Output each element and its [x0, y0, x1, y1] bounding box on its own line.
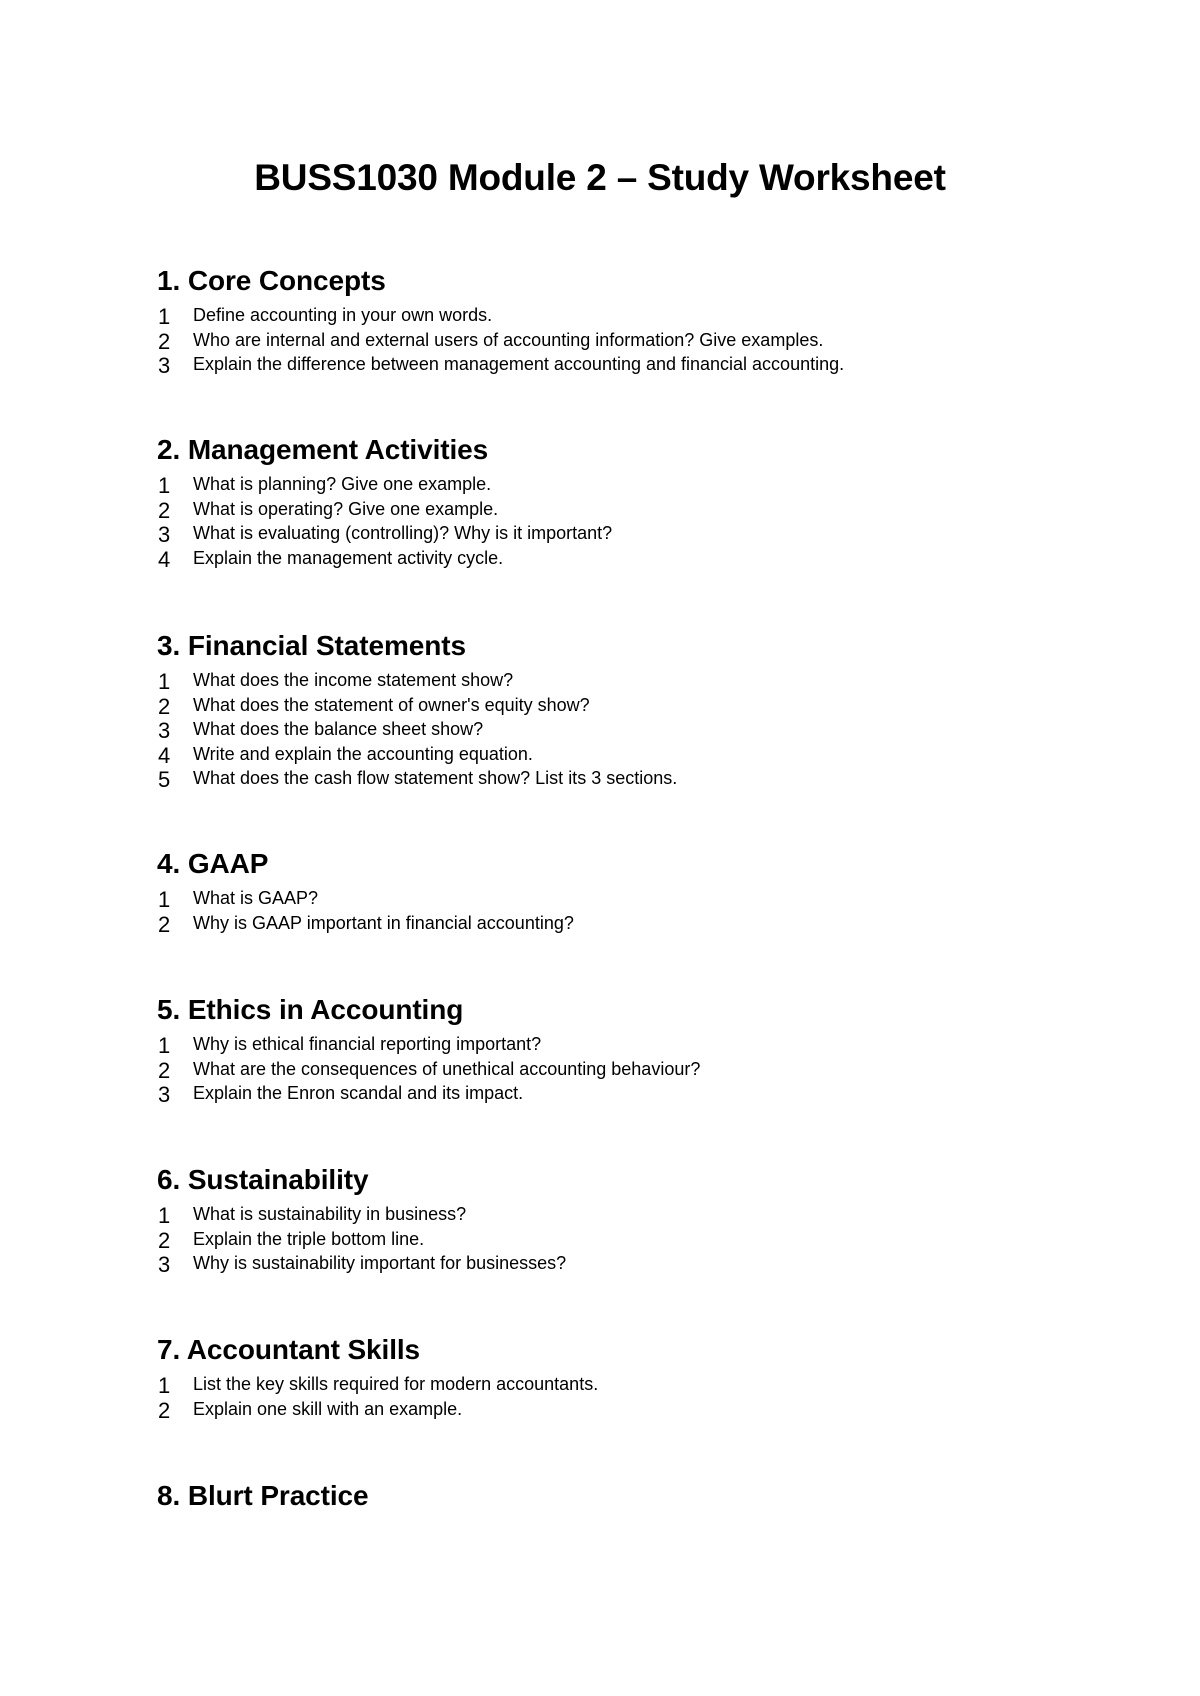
section-management-activities — [157, 432, 1057, 570]
section-accountant-skills — [157, 1332, 1057, 1421]
question-item — [157, 766, 1057, 791]
section-core-concepts — [157, 263, 1057, 377]
question-list — [157, 1372, 1057, 1421]
question-item — [157, 497, 1057, 522]
question-text: List the key skills required for modern accountants. — [193, 1374, 599, 1394]
question-item — [157, 1227, 1057, 1252]
question-number: 5 — [158, 767, 171, 792]
section-heading: 8. Blurt Practice — [157, 1480, 369, 1511]
question-text: What are the consequences of unethical accounting behaviour? — [193, 1058, 701, 1079]
question-text: Explain the Enron scandal and its impact. — [193, 1083, 524, 1103]
question-item — [157, 886, 1057, 911]
question-item — [157, 668, 1057, 693]
question-number: 2 — [158, 1057, 171, 1083]
question-text: Define accounting in your own words. — [193, 305, 493, 325]
question-number: 3 — [158, 522, 171, 547]
question-text: What is GAAP? — [193, 888, 319, 908]
question-text: Explain the management activity cycle. — [193, 547, 504, 568]
question-item — [157, 1032, 1057, 1057]
question-list — [157, 472, 1057, 570]
question-number: 2 — [158, 1227, 171, 1253]
question-list — [157, 1202, 1057, 1276]
section-heading: 3. Financial Statements — [157, 630, 466, 661]
question-item — [157, 1372, 1057, 1397]
question-item — [157, 1081, 1057, 1106]
question-number: 4 — [158, 742, 171, 768]
question-text: What is evaluating (controlling)? Why is it important? — [193, 523, 613, 543]
question-item — [157, 1397, 1057, 1422]
question-item — [157, 546, 1057, 571]
question-list — [157, 668, 1057, 791]
question-text: Explain the difference between management accounting and financial accounting. — [193, 354, 845, 374]
section-financial-statements — [157, 628, 1057, 791]
question-number: 3 — [158, 353, 171, 378]
question-number: 2 — [158, 911, 171, 937]
question-text: What does the cash flow statement show? List its 3 sections. — [193, 768, 678, 788]
question-number: 1 — [158, 1373, 171, 1398]
question-text: Why is sustainability important for businesses? — [193, 1253, 567, 1273]
section-heading: 1. Core Concepts — [157, 265, 386, 296]
question-item — [157, 328, 1057, 353]
question-item — [157, 911, 1057, 936]
question-number: 1 — [158, 304, 171, 329]
section-ethics-in-accounting — [157, 992, 1057, 1106]
question-text: Who are internal and external users of accounting information? Give examples. — [193, 329, 824, 350]
question-text: Explain one skill with an example. — [193, 1398, 463, 1419]
question-number: 1 — [158, 473, 171, 498]
question-list — [157, 1032, 1057, 1106]
section-heading: 4. GAAP — [157, 848, 269, 879]
section-heading: 7. Accountant Skills — [157, 1334, 421, 1365]
question-number: 1 — [158, 887, 171, 912]
question-item — [157, 742, 1057, 767]
section-gaap — [157, 846, 1057, 935]
question-number: 2 — [158, 693, 171, 719]
question-text: Why is ethical financial reporting important? — [193, 1034, 542, 1054]
question-text: Explain the triple bottom line. — [193, 1228, 425, 1249]
question-list — [157, 886, 1057, 935]
question-text: Write and explain the accounting equation. — [193, 743, 533, 764]
question-text: What is operating? Give one example. — [193, 498, 499, 519]
section-heading: 2. Management Activities — [157, 434, 489, 465]
question-item — [157, 1057, 1057, 1082]
question-text: What does the statement of owner's equity show? — [193, 694, 590, 715]
question-item — [157, 693, 1057, 718]
question-text: Why is GAAP important in financial accounting? — [193, 912, 574, 933]
section-blurt-practice — [157, 1478, 1057, 1514]
question-number: 4 — [158, 546, 171, 572]
question-item — [157, 303, 1057, 328]
page-title: BUSS1030 Module 2 – Study Worksheet — [254, 157, 946, 198]
question-number: 2 — [158, 497, 171, 523]
question-number: 1 — [158, 1203, 171, 1228]
question-text: What does the balance sheet show? — [193, 719, 484, 739]
question-number: 1 — [158, 1033, 171, 1058]
question-number: 1 — [158, 669, 171, 694]
question-item — [157, 472, 1057, 497]
question-item — [157, 717, 1057, 742]
question-item — [157, 521, 1057, 546]
question-number: 3 — [158, 1252, 171, 1277]
question-number: 2 — [158, 1397, 171, 1423]
question-text: What does the income statement show? — [193, 670, 514, 690]
question-number: 3 — [158, 1082, 171, 1107]
question-number: 3 — [158, 718, 171, 743]
question-text: What is planning? Give one example. — [193, 474, 492, 494]
question-item — [157, 352, 1057, 377]
question-number: 2 — [158, 328, 171, 354]
question-text: What is sustainability in business? — [193, 1204, 467, 1224]
question-item — [157, 1251, 1057, 1276]
question-item — [157, 1202, 1057, 1227]
section-sustainability — [157, 1162, 1057, 1276]
section-heading: 6. Sustainability — [157, 1164, 369, 1195]
question-list — [157, 303, 1057, 377]
section-heading: 5. Ethics in Accounting — [157, 994, 464, 1025]
